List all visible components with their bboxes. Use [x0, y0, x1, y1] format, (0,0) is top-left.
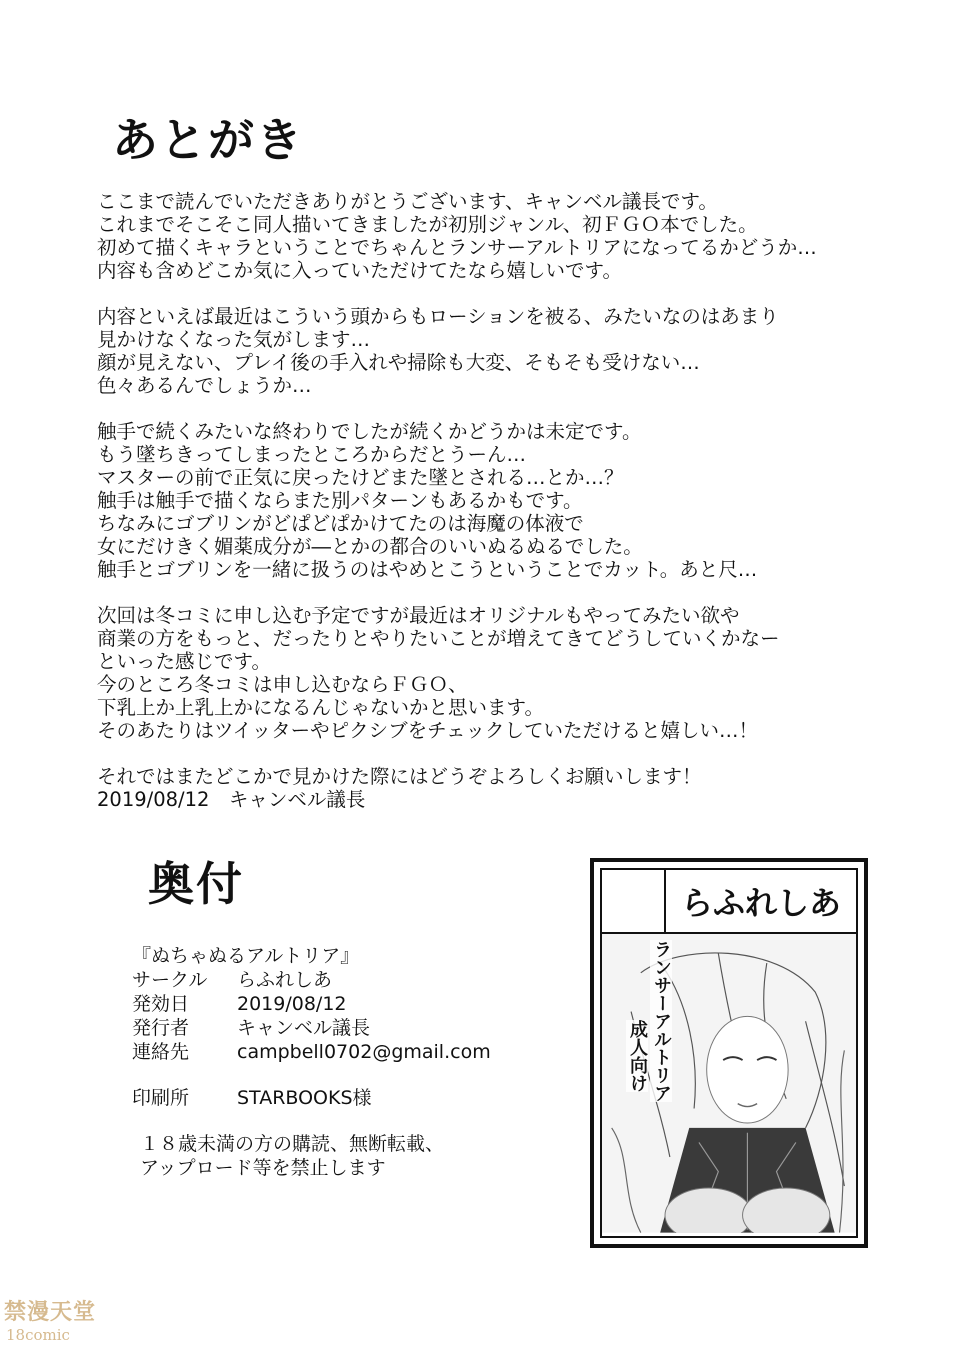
circle-cut	[590, 858, 868, 1248]
afterword-line: 今のところ冬コミは申し込むならＦＧＯ、	[97, 673, 468, 696]
printer-row	[132, 1086, 491, 1110]
paragraph-gap	[97, 581, 817, 604]
colophon-value: らふれしあ	[237, 969, 333, 991]
afterword-line: 触手とゴブリンを一緒に扱うのはやめとこうということでカット。あと尺…	[97, 558, 758, 581]
afterword-line: 初めて描くキャラということでちゃんとランサーアルトリアになってるかどうか…	[97, 236, 817, 259]
afterword-line: ちなみにゴブリンがどぱどぱかけてたのは海魔の体液で	[97, 512, 584, 535]
colophon-row	[132, 1016, 491, 1040]
afterword-line: それではまたどこかで見かけた際にはどうぞよろしくお願いします！	[97, 765, 702, 788]
colophon-label: 発行者	[132, 1017, 190, 1039]
colophon-value: キャンベル議長	[237, 1017, 371, 1039]
colophon-heading: 奥付	[148, 857, 244, 911]
circle-cut-checkbox	[602, 870, 666, 934]
circle-cut-frame	[600, 868, 858, 1238]
colophon-value: STARBOOKS様	[237, 1087, 372, 1109]
circle-name: らふれしあ	[666, 870, 856, 934]
afterword-line: 触手は触手で描くならまた別パターンもあるかもです。	[97, 489, 583, 512]
watermark-line: 禁漫天堂	[4, 1299, 97, 1325]
afterword-line: 次回は冬コミに申し込む予定ですが最近はオリジナルもやってみたい欲や	[97, 604, 740, 627]
colophon-label: 印刷所	[132, 1087, 190, 1109]
site-watermark-logo	[0, 1298, 100, 1356]
afterword-line: 内容も含めどこか気に入っていただけてたなら嬉しいです。	[97, 259, 622, 282]
genre-label: ランサーアルトリア	[651, 940, 672, 1102]
age-notice: １８歳未満の方の購読、無断転載、	[140, 1133, 445, 1155]
age-notice: アップロード等を禁止します	[140, 1157, 386, 1179]
afterword-line: これまでそこそこ同人描いてきましたが初別ジャンル、初ＦＧＯ本でした。	[97, 213, 758, 236]
colophon-row	[132, 1040, 491, 1064]
colophon-label: サークル	[132, 969, 208, 991]
adult-label: 成人向け	[627, 1020, 648, 1092]
paragraph-gap	[97, 742, 817, 765]
afterword-line: マスターの前で正気に戻ったけどまた墜とされる…とか…？	[97, 466, 624, 489]
contact-email: campbell0702@gmail.com	[237, 1041, 491, 1063]
afterword-heading: あとがき	[112, 113, 304, 167]
afterword-body	[97, 190, 817, 811]
book-title: 『ぬちゃぬるアルトリア』	[132, 945, 360, 967]
colophon-block	[132, 944, 491, 1180]
afterword-line: 女にだけきく媚薬成分が―とかの都合のいいぬるぬるでした。	[97, 535, 643, 558]
afterword-line: 内容といえば最近はこういう頭からもローションを被る、みたいなのはあまり	[97, 305, 779, 328]
colophon-row	[132, 992, 491, 1016]
paragraph-gap	[97, 397, 817, 420]
paragraph-gap	[97, 282, 817, 305]
afterword-line: 色々あるんでしょうか…	[97, 374, 312, 397]
afterword-line: 見かけなくなった気がします…	[97, 328, 371, 351]
afterword-line: そのあたりはツイッターやピクシブをチェックしていただけると嬉しい…！	[97, 719, 759, 742]
afterword-line: 下乳上か上乳上かになるんじゃないかと思います。	[97, 696, 544, 719]
colophon-row	[132, 968, 491, 992]
afterword-signature: 2019/08/12 キャンベル議長	[97, 788, 366, 811]
afterword-line: といった感じです。	[97, 650, 271, 673]
afterword-line: 顔が見えない、プレイ後の手入れや掃除も大変、そもそも受けない…	[97, 351, 700, 374]
afterword-line: もう墜ちきってしまったところからだとうーん…	[97, 443, 527, 466]
colophon-label: 発効日	[132, 993, 190, 1015]
watermark-line: 18comic	[6, 1326, 70, 1344]
colophon-value: 2019/08/12	[237, 993, 347, 1015]
afterword-line: ここまで読んでいただきありがとうございます、キャンベル議長です。	[97, 190, 718, 213]
afterword-line: 触手で続くみたいな終わりでしたが続くかどうかは未定です。	[97, 420, 642, 443]
afterword-line: 商業の方をもっと、だったりとやりたいことが増えてきてどうしていくかなー	[97, 627, 780, 650]
colophon-label: 連絡先	[132, 1041, 190, 1063]
